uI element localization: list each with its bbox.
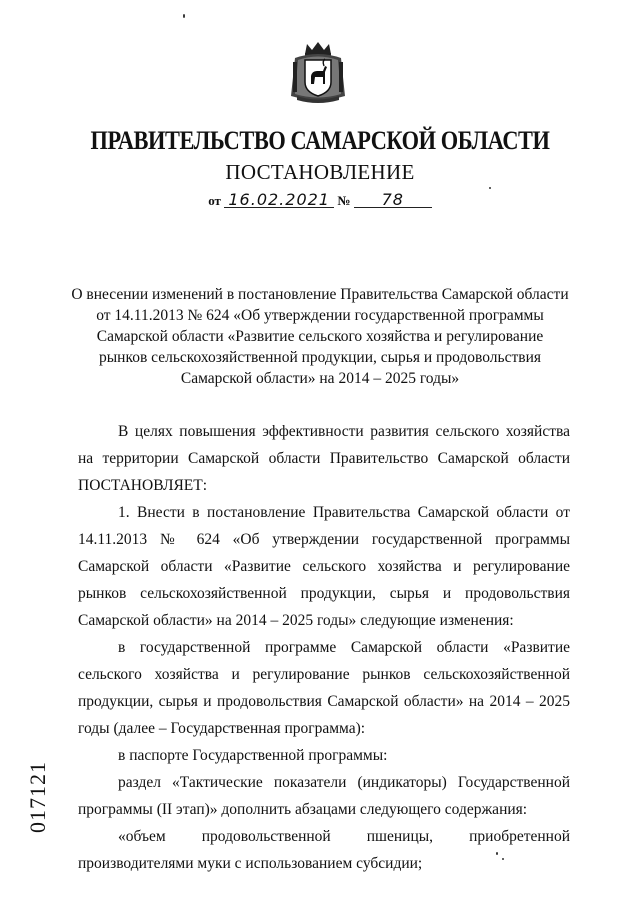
body-paragraph: в паспорте Государственной программы: (118, 747, 388, 764)
body-paragraph: в государственной программе Самарской области «Развитие сельского хозяйства и регулирование рынков сельскохозяйственной продукции, сырья и продовольствия Самарской области» на 2014 – 2025 годы (далее – Государственная программа): (78, 639, 570, 737)
serial-number-text: 017121 (25, 761, 50, 833)
handwritten-date: 16.02.2021 (224, 192, 334, 208)
document-body (78, 418, 570, 877)
form-serial-number (18, 762, 58, 832)
handwritten-number: 78 (354, 192, 432, 208)
subject-line: О внесении изменений в постановление Правительства Самарской области (71, 286, 569, 303)
scan-speck (183, 14, 185, 18)
body-paragraph: В целях повышения эффективности развития сельского хозяйства на территории Самарской области Правительство Самарской области ПОСТАНОВЛЯЕТ: (78, 423, 570, 494)
date-number-line (0, 192, 640, 209)
body-paragraph: раздел «Тактические показатели (индикаторы) Государственной программы (II этап)» дополнить абзацами следующего содержания: (78, 774, 570, 818)
subject-line: Самарской области» на 2014 – 2025 годы» (180, 370, 460, 387)
subject-line: Самарской области «Развитие сельского хозяйства и регулирование (96, 328, 544, 345)
subject-line: рынков сельскохозяйственной продукции, сырья и продовольствия (99, 349, 541, 366)
number-label: № (337, 193, 351, 208)
document-type: ПОСТАНОВЛЕНИЕ (225, 160, 415, 184)
coat-of-arms-icon (287, 40, 349, 104)
scan-speck (489, 187, 491, 189)
scan-speck (502, 858, 504, 860)
scan-speck (496, 852, 498, 855)
subject-line: от 14.11.2013 № 624 «Об утверждении государственной программы (96, 307, 544, 324)
body-paragraph: «объем продовольственной пшеницы, приобретенной производителями муки с использованием субсидии; (78, 828, 570, 872)
subject-title (60, 284, 580, 389)
body-paragraph: 1. Внести в постановление Правительства Самарской области от 14.11.2013 № 624 «Об утверждении государственной программы Самарской области «Развитие сельского хозяйства и регулирование рынков сельскохозяйственной продукции, сырья и продовольствия Самарской области» на 2014 – 2025 годы» следующие изменения: (78, 504, 570, 629)
government-title: ПРАВИТЕЛЬСТВО САМАРСКОЙ ОБЛАСТИ (90, 126, 550, 155)
date-label: от (208, 193, 221, 208)
